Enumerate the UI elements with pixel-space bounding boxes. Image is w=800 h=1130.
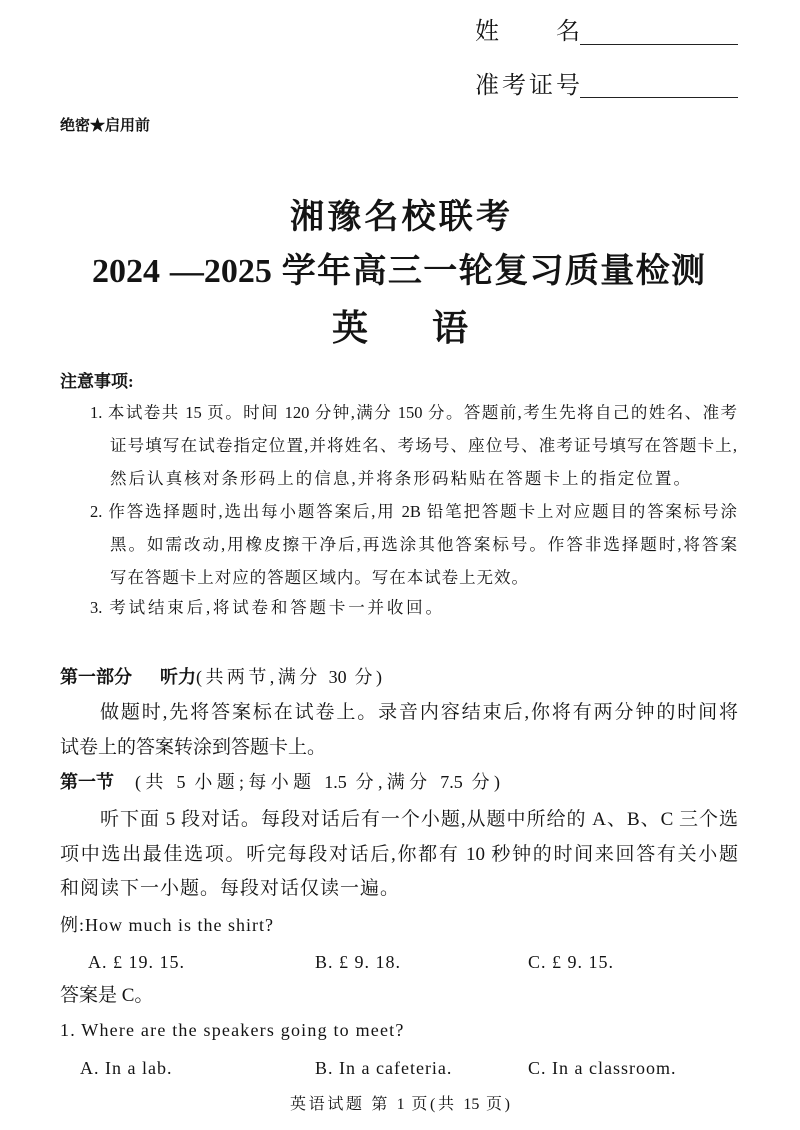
section-intro-line: 听下面 5 段对话。每段对话后有一个小题,从题中所给的 A、B、C 三个选: [100, 809, 738, 830]
notice-item-1-line: 然后认真核对条形码上的信息,并将条形码粘贴在答题卡上的指定位置。: [110, 469, 690, 488]
example-question: [60, 912, 274, 938]
question-option: B. In a cafeteria.: [315, 1058, 453, 1078]
example-prefix: 例:: [60, 915, 86, 935]
part-label: 第一部分: [60, 667, 132, 687]
exam-title: 湘豫名校联考: [290, 199, 510, 236]
name-label: 姓名: [475, 19, 580, 45]
notice-heading: 注意事项:: [60, 372, 134, 391]
example-option: A. £ 19. 15.: [88, 952, 185, 972]
section-intro-line: 和阅读下一小题。每段对话仅读一遍。: [60, 878, 401, 899]
example-option: C. £ 9. 15.: [528, 952, 615, 972]
notice-item-1-line: 证号填写在试卷指定位置,并将姓名、考场号、座位号、准考证号填写在答题卡上,: [110, 436, 737, 455]
question-option: A. In a lab.: [80, 1058, 173, 1078]
question-text: 1. Where are the speakers going to meet?: [60, 1020, 405, 1040]
example-question-text: How much is the shirt?: [85, 915, 274, 935]
name-blank-line: [580, 44, 738, 45]
notice-item-2-line: 黑。如需改动,用橡皮擦干净后,再选涂其他答案标号。作答非选择题时,将答案: [110, 535, 737, 554]
section-info: (共 5 小题;每小题 1.5 分,满分 7.5 分): [135, 772, 500, 792]
example-answer: 答案是 C。: [60, 985, 154, 1006]
subject-title: 英语: [332, 308, 468, 348]
notice-item-2-line: 写在答题卡上对应的答题区域内。写在本试卷上无效。: [110, 568, 528, 587]
example-option: B. £ 9. 18.: [315, 952, 402, 972]
page-footer: 英语试题 第 1 页(共 15 页): [290, 1096, 510, 1113]
confidential-mark: 绝密★启用前: [60, 118, 151, 134]
exam-id-blank-line: [580, 97, 738, 98]
exam-subtitle: 2024 —2025 学年高三一轮复习质量检测: [92, 253, 705, 290]
section-label: 第一节: [60, 772, 114, 792]
section-intro-line: 项中选出最佳选项。听完每段对话后,你都有 10 秒钟的时间来回答有关小题: [60, 844, 738, 865]
exam-id-label: 准考证号: [475, 73, 580, 99]
notice-item-3-line: 3. 考试结束后,将试卷和答题卡一并收回。: [90, 598, 442, 617]
part-intro-line: 做题时,先将答案标在试卷上。录音内容结束后,你将有两分钟的时间将: [100, 702, 738, 723]
part-intro-line: 试卷上的答案转涂到答题卡上。: [60, 737, 327, 758]
part-info: (共两节,满分 30 分): [196, 667, 382, 687]
notice-item-2-line: 2. 作答选择题时,选出每小题答案后,用 2B 铅笔把答题卡上对应题目的答案标号涂: [90, 502, 737, 521]
question-option: C. In a classroom.: [528, 1058, 677, 1078]
part-name: 听力: [160, 667, 196, 687]
part-heading: [60, 665, 420, 689]
section-heading: [60, 770, 520, 794]
notice-item-1-line: 1. 本试卷共 15 页。时间 120 分钟,满分 150 分。答题前,考生先将自己的姓名、准考: [90, 403, 737, 422]
